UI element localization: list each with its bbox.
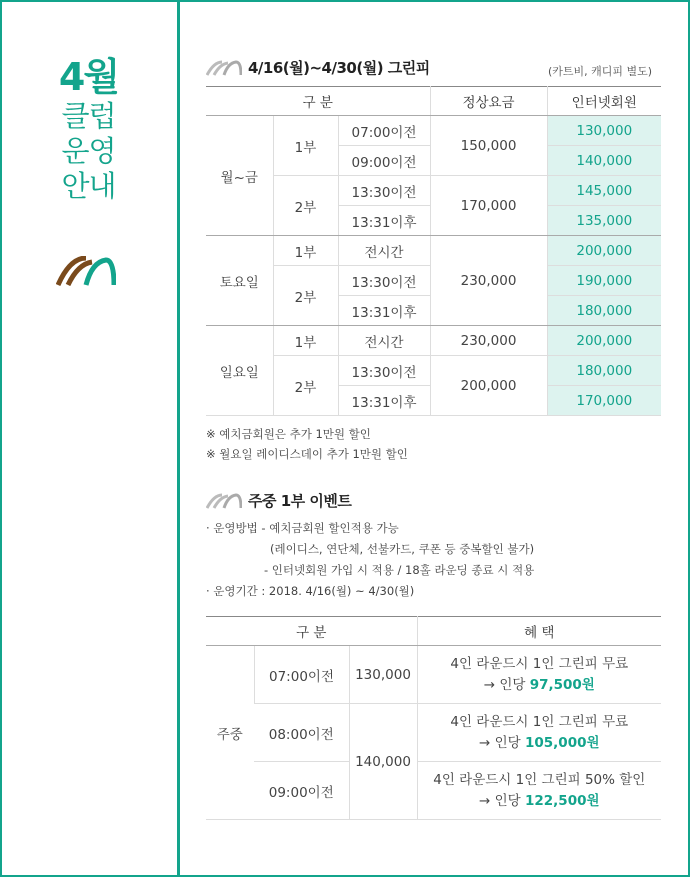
sidebar-month: 4월 <box>58 55 119 99</box>
time-cell: 07:00이전 <box>254 646 349 704</box>
sidebar <box>0 55 177 204</box>
time-cell: 13:31이후 <box>338 296 430 326</box>
member-cell: 190,000 <box>547 266 661 296</box>
time-cell: 09:00이전 <box>254 762 349 820</box>
part-cell: 1부 <box>273 326 338 356</box>
member-cell: 180,000 <box>547 296 661 326</box>
event-line: (레이디스, 연단체, 선불카드, 쿠폰 등 중복할인 불가) <box>270 542 535 556</box>
member-cell: 180,000 <box>547 356 661 386</box>
member-cell: 200,000 <box>547 326 661 356</box>
benefit-cell <box>417 704 661 762</box>
benefit-cell <box>417 646 661 704</box>
price-cell: 140,000 <box>349 704 417 820</box>
regular-cell: 230,000 <box>430 236 547 326</box>
sidebar-line-1: 클럽 <box>61 99 116 133</box>
day-cell: 월~금 <box>206 116 273 236</box>
member-cell: 135,000 <box>547 206 661 236</box>
event-line: · 운영방법 - 예치금회원 할인적용 가능 <box>206 521 399 535</box>
section1-note: (카트비, 캐디피 별도) <box>548 65 653 78</box>
table-row <box>206 704 661 762</box>
part-cell: 1부 <box>273 236 338 266</box>
sidebar-line-3: 안내 <box>61 169 116 203</box>
table-row <box>206 356 661 386</box>
note-line: ※ 예치금회원은 추가 1만원 할인 <box>206 427 371 441</box>
time-cell: 전시간 <box>338 326 430 356</box>
time-cell: 13:31이후 <box>338 386 430 416</box>
time-cell: 13:30이전 <box>338 176 430 206</box>
per-person-line <box>418 791 662 812</box>
regular-cell: 200,000 <box>430 356 547 416</box>
note-line: ※ 월요일 레이디스데이 추가 1만원 할인 <box>206 447 408 461</box>
time-cell: 07:00이전 <box>338 116 430 146</box>
member-cell: 145,000 <box>547 176 661 206</box>
regular-cell: 230,000 <box>430 326 547 356</box>
member-cell: 140,000 <box>547 146 661 176</box>
time-cell: 전시간 <box>338 236 430 266</box>
sidebar-line-2: 운영 <box>61 134 116 168</box>
section1-header <box>206 57 430 78</box>
sidebar-divider <box>177 0 180 877</box>
col-member: 인터넷회원 <box>547 87 661 116</box>
time-cell: 13:30이전 <box>338 266 430 296</box>
part-cell: 2부 <box>273 266 338 326</box>
day-cell: 일요일 <box>206 326 273 416</box>
table-row <box>206 646 661 704</box>
event-line: - 인터넷회원 가입 시 적용 / 18홀 라운딩 종료 시 적용 <box>264 563 535 577</box>
member-cell: 200,000 <box>547 236 661 266</box>
col-regular: 정상요금 <box>430 87 547 116</box>
table-row <box>206 236 661 266</box>
per-person-line <box>418 733 662 754</box>
event-line: · 운영기간 : 2018. 4/16(월) ~ 4/30(월) <box>206 584 415 598</box>
col-category: 구 분 <box>206 87 430 116</box>
section2-header <box>206 490 351 511</box>
member-cell: 170,000 <box>547 386 661 416</box>
per-person-label: → 인당 <box>479 734 525 751</box>
stripes-logo-icon <box>56 256 116 286</box>
stripes-small-icon <box>206 493 242 509</box>
time-cell: 08:00이전 <box>254 704 349 762</box>
per-person-label: → 인당 <box>479 792 525 809</box>
day-cell: 토요일 <box>206 236 273 326</box>
table-row <box>206 176 661 206</box>
per-person-line <box>418 675 662 696</box>
greenfee-notes <box>206 424 408 464</box>
part-cell: 1부 <box>273 116 338 176</box>
per-person-price: 122,500원 <box>525 792 600 809</box>
part-cell: 2부 <box>273 356 338 416</box>
table-row <box>206 116 661 146</box>
per-person-price: 105,000원 <box>525 734 600 751</box>
benefit-text: 4인 라운드시 1인 그린피 무료 <box>450 655 629 672</box>
event-description <box>206 518 534 602</box>
per-person-price: 97,500원 <box>529 676 595 693</box>
greenfee-table <box>206 86 661 416</box>
section2-title: 주중 1부 이벤트 <box>248 492 352 510</box>
col-category: 구 분 <box>206 617 417 646</box>
time-cell: 13:31이후 <box>338 206 430 236</box>
part-cell: 2부 <box>273 176 338 236</box>
benefit-text: 4인 라운드시 1인 그린피 50% 할인 <box>433 771 646 788</box>
per-person-label: → 인당 <box>483 676 530 693</box>
benefit-text: 4인 라운드시 1인 그린피 무료 <box>450 713 629 730</box>
regular-cell: 170,000 <box>430 176 547 236</box>
section1-title: 4/16(월)~4/30(월) 그린피 <box>248 59 430 77</box>
price-cell: 130,000 <box>349 646 417 704</box>
category-cell: 주중 <box>206 646 254 820</box>
time-cell: 13:30이전 <box>338 356 430 386</box>
event-table <box>206 616 661 820</box>
table-row <box>206 326 661 356</box>
time-cell: 09:00이전 <box>338 146 430 176</box>
regular-cell: 150,000 <box>430 116 547 176</box>
table-row <box>206 762 661 820</box>
col-benefit: 혜 택 <box>417 617 661 646</box>
benefit-cell <box>417 762 661 820</box>
stripes-small-icon <box>206 60 242 76</box>
member-cell: 130,000 <box>547 116 661 146</box>
